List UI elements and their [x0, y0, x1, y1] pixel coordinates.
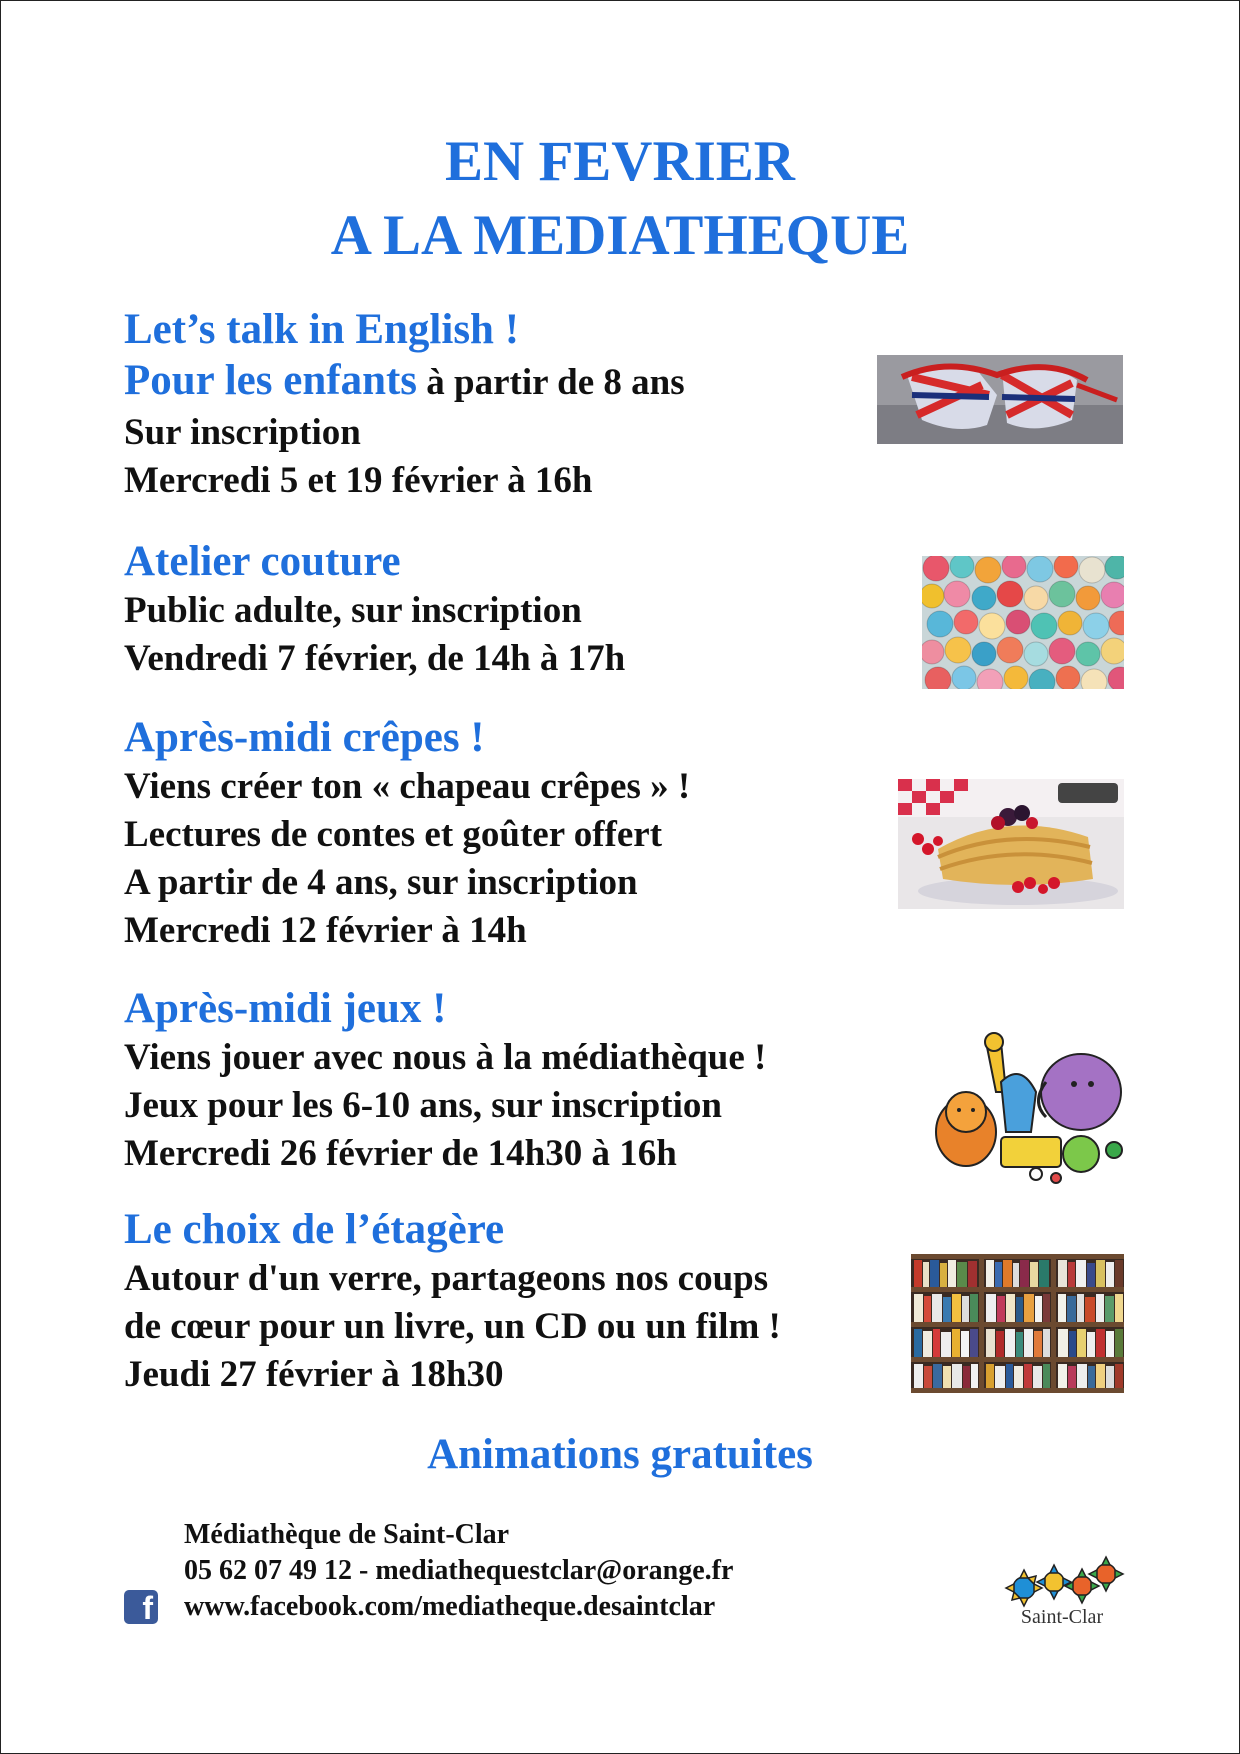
facebook-icon-glyph: f — [142, 1590, 153, 1626]
event-heading: Après-midi crêpes ! — [124, 714, 485, 761]
facebook-icon — [124, 1590, 158, 1624]
event-line: Public adulte, sur inscription — [124, 590, 582, 631]
event-line: Viens jouer avec nous à la médiathèque ! — [124, 1037, 767, 1078]
crepes-with-berries-image — [898, 779, 1124, 909]
event-audience-highlight: Pour les enfants — [124, 357, 418, 404]
event-heading: Après-midi jeux ! — [124, 985, 447, 1032]
event-jeux — [124, 984, 884, 1178]
logo-text: Saint-Clar — [1020, 1606, 1104, 1628]
union-jack-glasses-image — [877, 355, 1123, 444]
cartoon-animals-playing-image — [926, 1032, 1124, 1188]
free-activities-note: Animations gratuites — [427, 1431, 813, 1478]
event-heading: Le choix de l’étagère — [124, 1206, 505, 1253]
facebook-link[interactable]: www.facebook.com/mediatheque.desaintclar — [184, 1591, 716, 1622]
event-line: Mercredi 12 février à 14h — [124, 910, 527, 951]
event-couture — [124, 537, 884, 683]
page-title-line-2: A LA MEDIATHEQUE — [330, 204, 910, 267]
bookshelf-image — [911, 1254, 1124, 1393]
event-english — [124, 305, 884, 505]
event-line: Jeudi 27 février à 18h30 — [124, 1354, 504, 1395]
event-line: Vendredi 7 février, de 14h à 17h — [124, 638, 626, 679]
event-line: Autour d'un verre, partageons nos coups — [124, 1258, 769, 1299]
event-etagere — [124, 1205, 884, 1399]
event-line: Viens créer ton « chapeau crêpes » ! — [124, 766, 691, 807]
event-line: Mercredi 5 et 19 février à 16h — [124, 460, 593, 501]
phone-email: 05 62 07 49 12 - mediathequestclar@orange.fr — [184, 1555, 734, 1586]
event-heading: Let’s talk in English ! — [124, 306, 520, 353]
event-line: Jeux pour les 6-10 ans, sur inscription — [124, 1085, 722, 1126]
event-line: de cœur pour un livre, un CD ou un film ! — [124, 1306, 781, 1347]
event-audience — [124, 355, 884, 409]
event-line: Mercredi 26 février de 14h30 à 16h — [124, 1133, 677, 1174]
library-name: Médiathèque de Saint-Clar — [184, 1519, 510, 1550]
footer-contact — [184, 1517, 733, 1625]
event-line: Sur inscription — [124, 412, 361, 453]
event-line: A partir de 4 ans, sur inscription — [124, 862, 638, 903]
page-title-line-1: EN FEVRIER — [445, 130, 795, 193]
event-crepes — [124, 713, 884, 955]
event-audience-rest: à partir de 8 ans — [417, 362, 685, 403]
event-heading: Atelier couture — [124, 538, 401, 585]
event-line: Lectures de contes et goûter offert — [124, 814, 663, 855]
colorful-buttons-image — [922, 556, 1124, 689]
